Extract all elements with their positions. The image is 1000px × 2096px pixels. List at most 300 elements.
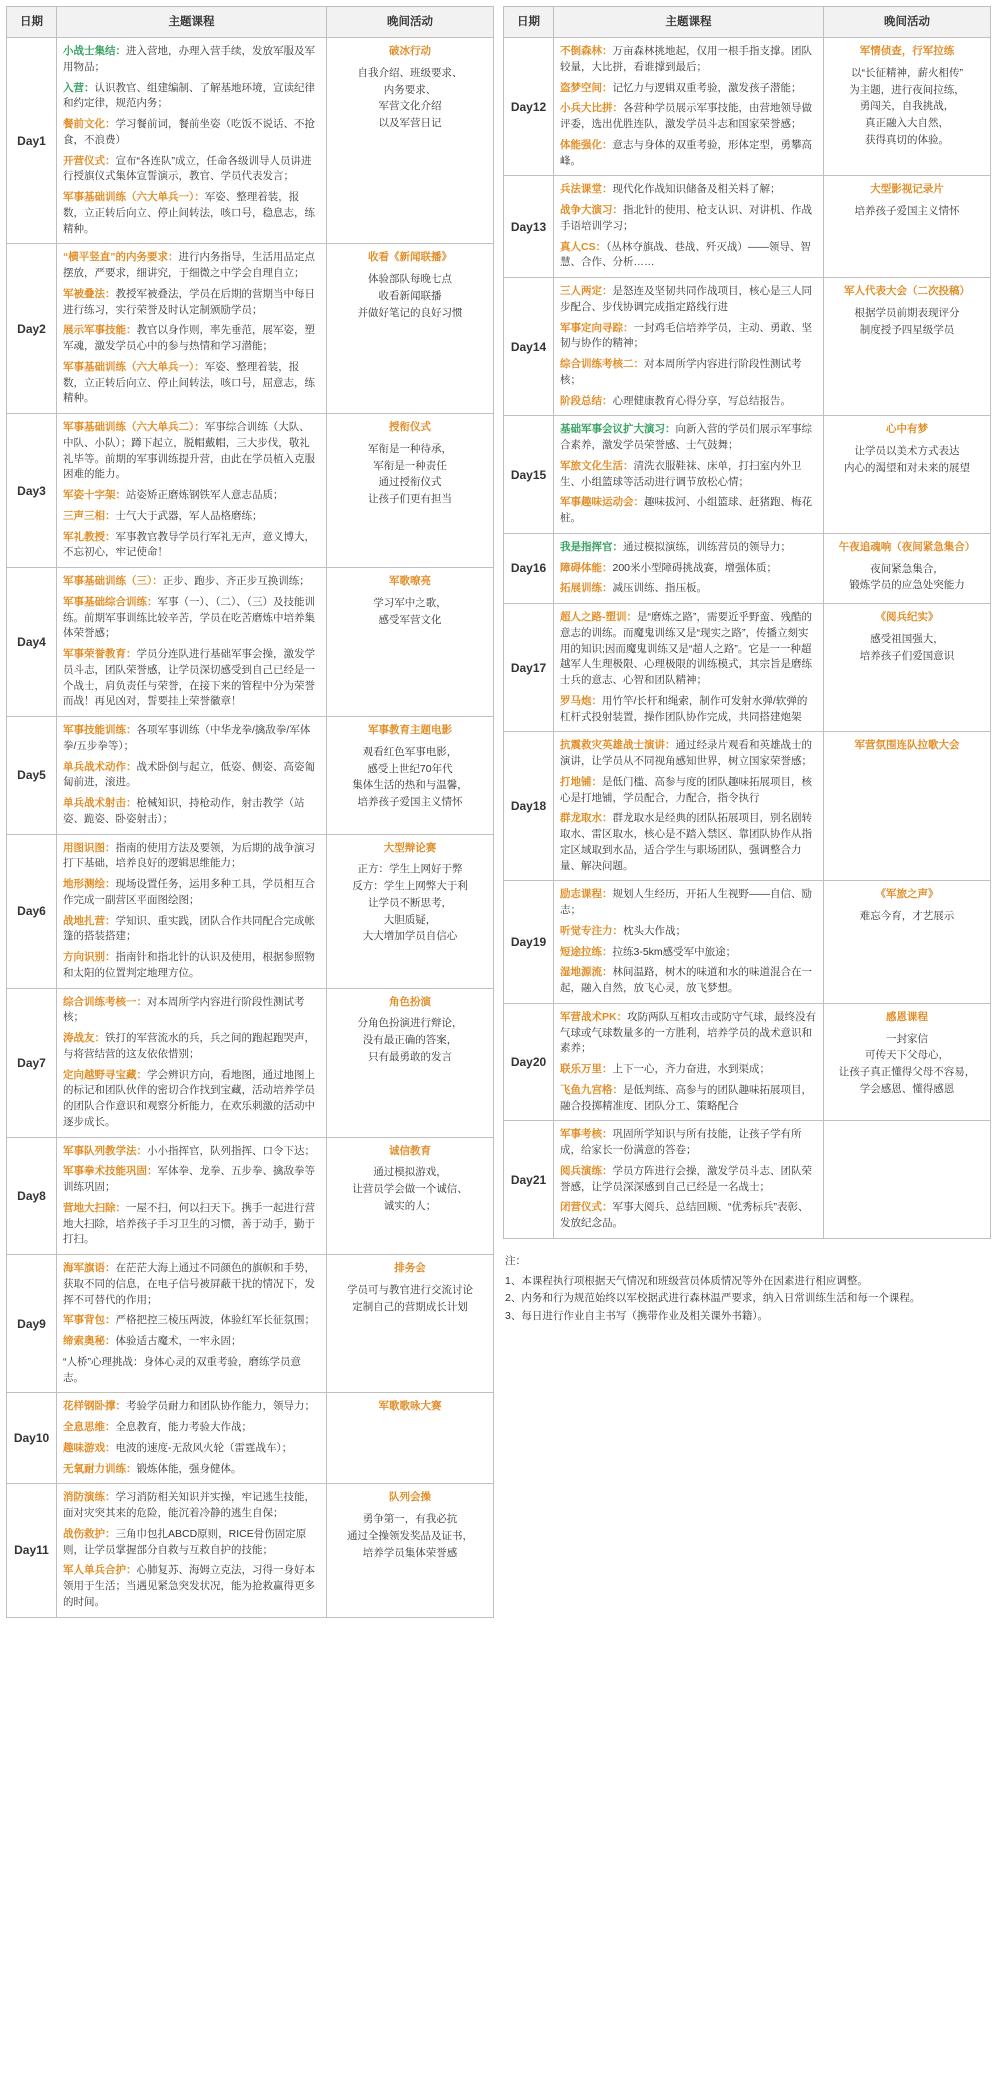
- course-item: [560, 887, 817, 919]
- night-activity-cell: [327, 1393, 494, 1484]
- table-header-row: [7, 7, 494, 38]
- course-item-title: 军事基础训练（三）：: [63, 575, 163, 587]
- course-item-body: 上下一心，齐力奋进，水到渠成；: [612, 1063, 770, 1075]
- course-item: [560, 284, 817, 316]
- night-activity-cell: [327, 244, 494, 414]
- night-activity-title: 心中有梦: [886, 423, 928, 436]
- course-item-body: 体验适古魔术，一牢永固；: [115, 1335, 242, 1347]
- night-activity-line: 根据学员前期表现评分: [854, 306, 960, 319]
- course-item-body: 军姿、整理着装，报数，立正转后向立、停止间转法，咳口号，屈意志，练精种。: [63, 360, 315, 405]
- course-item-title: 军营战术PK：: [560, 1010, 628, 1023]
- course-item-body: 心肺复苏、海姆立克法，习得一身好本领用于生活；当遇见紧急突发状况，能为抢救赢得更多的时间。: [63, 1564, 315, 1608]
- course-item-body: 是低判练、高参与的团队趣味拓展项目，融合投掷精准度、团队分工、策略配合: [560, 1083, 812, 1112]
- main-course-cell: [57, 414, 327, 568]
- night-activity-line: 观看红色军事电影，: [362, 745, 458, 758]
- course-item-title: 抗震救灾英雄战士演讲：: [560, 739, 676, 752]
- course-item-body: 指北针的使用、枪支认识、对讲机、作战手语培训学习；: [560, 204, 812, 232]
- course-item: [560, 561, 817, 577]
- course-item: [63, 1563, 320, 1610]
- course-item-body: 锻炼体能，强身健体。: [136, 1462, 242, 1475]
- night-activity-cell: [327, 834, 494, 988]
- day-cell: Day2: [7, 244, 57, 414]
- course-item: [63, 488, 320, 504]
- night-activity-title: 《阅兵纪实》: [875, 611, 939, 623]
- night-activity-line: 让学员以美术方式表达: [854, 445, 960, 457]
- main-course-cell: [57, 717, 327, 835]
- night-activity-line: 勇争第一，有我必抗: [362, 1513, 458, 1525]
- course-item-title: 涛战友：: [63, 1032, 105, 1044]
- night-activity-line: 军衔是一种责任: [373, 459, 447, 472]
- course-item: [63, 1201, 320, 1248]
- table-row: [7, 834, 494, 988]
- course-item-body: 现代化作战知识储备及相关料了解；: [612, 183, 781, 196]
- course-item-body: 林间温路，树木的味道和水的味道混合在一起，融入自然，放飞心灵，放飞梦想。: [560, 966, 812, 994]
- right-table-body: [504, 38, 991, 1239]
- course-item-title: 阶段总结：: [560, 394, 613, 407]
- night-activity-title: 角色扮演: [389, 995, 431, 1008]
- night-activity-line: 大大增加学员自信心: [362, 930, 458, 943]
- night-activity-title: 军歌歌咏大赛: [378, 1400, 442, 1413]
- main-course-cell: [57, 1393, 327, 1484]
- footnote-line: 2、内务和行为规范始终以军校据武进行森林温严要求，纳入日常训练生活和每一个课程。: [505, 1292, 921, 1305]
- course-item-body: 军事教官教导学员行军礼无声，意义博大，不忘初心，牢记使命！: [63, 530, 315, 559]
- day-cell: Day8: [7, 1137, 57, 1255]
- course-item: [560, 182, 817, 198]
- course-item: [63, 723, 320, 755]
- course-item-title: 全息思维：: [63, 1421, 116, 1433]
- course-item-title: 军事考核：: [560, 1128, 613, 1141]
- course-item-body: 学员方阵进行会操，激发学员斗志、团队荣誉感，让学员深深感到自己已经是一名战士；: [560, 1164, 812, 1193]
- table-row: [7, 244, 494, 414]
- course-item-body: 是低门槛、高参与度的团队趣味拓展项目，核心是打地铺，学员配合，力配合，指令执行: [560, 775, 812, 804]
- course-item-body: 向新入营的学员们展示军事综合素养，激发学员荣誉感、士气鼓舞；: [560, 423, 812, 451]
- course-item-body: 指南的使用方法及要领，为后期的战争演习打下基础，培养良好的逻辑思维能力；: [63, 841, 315, 870]
- main-course-cell: [554, 881, 824, 1004]
- course-item-title: 军事拳术技能巩固：: [63, 1165, 158, 1178]
- course-item: [63, 1441, 320, 1457]
- course-item: [560, 357, 817, 389]
- course-item: [63, 190, 320, 237]
- main-course-cell: [57, 1484, 327, 1617]
- night-activity-line: 学员可与教官进行交流讨论: [347, 1283, 473, 1296]
- main-course-cell: [554, 416, 824, 534]
- night-activity-cell: [824, 604, 991, 732]
- course-item: [560, 738, 817, 770]
- course-item: [560, 694, 817, 726]
- course-item: [63, 81, 320, 113]
- night-activity-line: 分角色扮演进行辩论，: [357, 1017, 463, 1030]
- course-item-title: 湿地源流：: [560, 966, 613, 979]
- night-activity-line: 可传天下父母心，: [865, 1049, 949, 1062]
- course-item-body: 巩固所学知识与所有技能，让孩子学有所成，给家长一份满意的答卷；: [560, 1128, 802, 1156]
- course-item: [560, 81, 817, 97]
- course-item: [63, 1068, 320, 1131]
- course-item: [560, 44, 817, 76]
- course-item: [63, 1355, 320, 1387]
- night-activity-cell: [824, 278, 991, 416]
- main-course-cell: [57, 38, 327, 244]
- table-row: [7, 414, 494, 568]
- course-item: [63, 574, 320, 590]
- course-item: [63, 1399, 320, 1415]
- course-item-title: 营地大扫除：: [63, 1201, 126, 1214]
- night-activity-title: 大型影视记录片: [870, 183, 944, 196]
- night-activity-cell: [327, 414, 494, 568]
- course-item: [63, 250, 320, 282]
- course-item-body: 对本周所学内容进行阶段性测试考核；: [63, 995, 305, 1024]
- night-activity-line: 正方：学生上网好于弊: [357, 863, 463, 876]
- footnotes-title: 注：: [505, 1254, 526, 1267]
- night-activity-cell: [824, 881, 991, 1004]
- night-activity-cell: [824, 38, 991, 176]
- day-cell: Day11: [7, 1484, 57, 1617]
- course-item: [63, 1527, 320, 1559]
- course-item-body: 军事综合训练（大队、中队、小队）；蹲下起立，脱帽戴帽，三大步伐，敬礼礼毕等。前期的军事训练提升营，由此在学员植入克服困难的能力。: [63, 421, 315, 481]
- course-item-body: 电波的速度-无敌风火轮（雷霆战车）；: [115, 1441, 293, 1454]
- course-item-body: 小小指挥官，队列指挥、口令下达；: [147, 1144, 315, 1157]
- night-activity-title: 军人代表大会（二次投稿）: [844, 285, 970, 297]
- night-activity-title: 军营氛围连队拉歌大会: [854, 739, 960, 752]
- night-activity-cell: [824, 176, 991, 278]
- night-activity-title: 《军旅之声》: [875, 888, 939, 901]
- night-activity-line: 获得真切的体验。: [865, 133, 949, 146]
- night-activity-line: 只有最勇敢的发言: [368, 1050, 452, 1063]
- course-item-body: 铁打的军营流水的兵，兵之间的跑起跑哭声，与将营结营的这友依依惜别；: [63, 1032, 315, 1060]
- course-item-body: 在茫茫大海上通过不同颜色的旗帜和手势，获取不同的信息，在电子信号被屏蔽干扰的情况下，发挥不可替代的作用；: [63, 1262, 315, 1306]
- course-item-body: 意志与身体的双重考验，形体定型，勇攀高峰。: [560, 138, 812, 167]
- main-course-cell: [554, 38, 824, 176]
- course-item-title: 军旅文化生活：: [560, 459, 634, 472]
- night-activity-line: 夜间紧急集合，: [870, 562, 944, 575]
- course-item: [63, 950, 320, 982]
- main-course-cell: [554, 732, 824, 881]
- course-item-title: 用图识图：: [63, 841, 116, 854]
- course-item-body: 攻防两队互相攻击或防守气球，最终没有气球或气球数量多的一方胜利，培养学员的战术意识和素养；: [560, 1010, 817, 1055]
- left-schedule-table: [6, 6, 494, 1618]
- course-item-title: 消防演练：: [63, 1491, 116, 1504]
- right-schedule-table: [503, 6, 991, 1239]
- day-cell: Day12: [504, 38, 554, 176]
- night-activity-title: 诚信教育: [389, 1144, 431, 1157]
- night-activity-title: 队列会操: [389, 1491, 431, 1504]
- course-item-body: “人桥”心理挑战：身体心灵的双重考验，磨练学员意志。: [63, 1355, 301, 1384]
- course-item-body: 减压训练、指压板。: [612, 582, 707, 595]
- main-course-cell: [554, 533, 824, 603]
- course-item-title: 军事队列教学法：: [63, 1144, 147, 1157]
- course-item-title: 军事定向寻踪：: [560, 321, 634, 334]
- course-item-title: 单兵战术动作：: [63, 760, 137, 773]
- main-course-cell: [57, 568, 327, 717]
- course-item: [63, 914, 320, 946]
- day-cell: Day19: [504, 881, 554, 1004]
- night-activity-line: 诚实的人；: [383, 1199, 437, 1212]
- day-cell: Day10: [7, 1393, 57, 1484]
- night-activity-cell: [327, 717, 494, 835]
- main-course-cell: [554, 278, 824, 416]
- course-item-body: 一屋不扫，何以扫天下。携手一起进行营地大扫除，培养孩子手习卫生的习惯，善于动手，勤于打扫。: [63, 1201, 315, 1246]
- night-activity-line: 没有最正确的答案，: [362, 1034, 458, 1047]
- course-item: [560, 1164, 817, 1196]
- night-activity-line: 锻炼学员的应急处突能力: [849, 579, 965, 592]
- table-row: [504, 176, 991, 278]
- course-item-title: 小兵大比拼：: [560, 102, 623, 115]
- main-course-cell: [57, 834, 327, 988]
- course-item-title: 打地铺：: [560, 775, 602, 788]
- night-activity-line: 让学员不断思考，: [368, 896, 452, 909]
- course-item-title: 地形测绘：: [63, 878, 116, 890]
- table-row: [7, 988, 494, 1137]
- table-header-row: [504, 7, 991, 38]
- day-cell: Day6: [7, 834, 57, 988]
- course-item: [560, 1010, 817, 1057]
- right-column: [503, 6, 990, 1326]
- course-item-body: 趣味拔河、小组篮球、赶猪跑、梅花桩。: [560, 496, 812, 524]
- course-item-body: 用竹竿/长杆和绳索，制作可发射水弹/软弹的杠杆式投射装置，操作团队协作完成，共同搭建炮架: [560, 694, 808, 723]
- course-item-body: 心理健康教育心得分享，写总结报告。: [612, 394, 791, 407]
- course-item: [560, 1062, 817, 1078]
- course-item: [560, 495, 817, 527]
- header-day: 日期: [7, 7, 57, 38]
- course-item-body: 群龙取水是经典的团队拓展项目，别名剧转取水、雷区取水，核心是不踏入禁区、靠团队协作从指定区域取到水品，适合学生与职场团队，强调整合力量、解决问题。: [560, 812, 812, 872]
- day-cell: Day4: [7, 568, 57, 717]
- course-item-title: 花样钢卧撑：: [63, 1400, 126, 1413]
- course-item-title: 军姿十字架：: [63, 489, 126, 501]
- course-item-title: 军事技能训练：: [63, 724, 137, 736]
- course-item: [63, 323, 320, 355]
- course-item: [560, 101, 817, 133]
- course-item-body: 记忆力与逻辑双重考验，激发孩子潜能；: [612, 81, 802, 94]
- two-column-layout: [6, 6, 994, 1618]
- course-item-body: 考验学员耐力和团队协作能力，领导力；: [126, 1400, 315, 1413]
- course-item-title: 不倒森林：: [560, 45, 613, 57]
- night-activity-title: 军情侦查，行军拉练: [859, 45, 955, 57]
- course-item-title: 三声三相：: [63, 509, 116, 522]
- course-item-title: “横平竖直”的内务要求：: [63, 251, 179, 264]
- header-night-activity: 晚间活动: [327, 7, 494, 38]
- day-cell: Day18: [504, 732, 554, 881]
- night-activity-line: 感受祖国强大，: [870, 632, 944, 645]
- night-activity-line: 大胆质疑，: [383, 913, 437, 926]
- course-item: [560, 459, 817, 491]
- course-item-title: 小战士集结：: [63, 45, 126, 57]
- night-activity-line: 自我介绍、班级要求、: [357, 66, 463, 79]
- night-activity-line: 体验部队每晚七点: [368, 273, 452, 285]
- course-item-body: 学知识、重实践，团队合作共同配合完成帐篷的搭装搭建；: [63, 914, 315, 943]
- course-item: [63, 154, 320, 186]
- course-item-body: 是怒连及坚韧共同作战项目，核心是三人同步配合、步伐协调完成指定路线行进: [560, 285, 812, 313]
- course-item: [560, 811, 817, 874]
- footnotes-lines: [505, 1273, 992, 1327]
- night-activity-cell: [824, 533, 991, 603]
- course-item: [560, 240, 817, 272]
- night-activity-line: 学习军中之歌，: [373, 596, 447, 609]
- night-activity-line: 难忘今育，才艺展示: [859, 910, 955, 922]
- course-item: [63, 760, 320, 792]
- night-activity-line: 定制自己的营期成长计划: [352, 1300, 468, 1313]
- course-item-title: 兵法课堂：: [560, 183, 613, 196]
- course-item-title: 盗梦空间：: [560, 81, 613, 94]
- course-item-title: 趣味游戏：: [63, 1441, 116, 1454]
- course-item-title: 短途拉练：: [560, 945, 613, 958]
- course-item-body: 通过模拟演练，训练营员的领导力；: [623, 540, 791, 553]
- course-item: [63, 647, 320, 710]
- course-item-title: 联乐万里：: [560, 1063, 613, 1075]
- night-activity-line: 内务要求、: [383, 83, 437, 96]
- course-item-title: 闭营仪式：: [560, 1201, 613, 1214]
- course-item: [63, 1144, 320, 1160]
- night-activity-cell: [327, 38, 494, 244]
- course-item-title: 单兵战术射击：: [63, 797, 137, 809]
- course-item-title: 军事基础综合训练：: [63, 595, 158, 608]
- night-activity-line: 培养孩子爱国主义情怀: [854, 205, 960, 217]
- course-item: [63, 877, 320, 909]
- day-cell: Day21: [504, 1121, 554, 1239]
- course-item-title: 展示军事技能：: [63, 324, 137, 337]
- course-item-body: 规划人生经历，开拓人生视野——自信、励志；: [560, 888, 812, 916]
- day-cell: Day16: [504, 533, 554, 603]
- course-item-title: 军被叠法：: [63, 287, 116, 300]
- course-item: [560, 610, 817, 689]
- course-item: [63, 1164, 320, 1196]
- course-item: [560, 581, 817, 597]
- night-activity-cell: [824, 1121, 991, 1239]
- night-activity-cell: [824, 416, 991, 534]
- header-day: 日期: [504, 7, 554, 38]
- course-item: [63, 287, 320, 319]
- night-activity-line: 制度授予四星级学员: [859, 323, 955, 336]
- main-course-cell: [57, 244, 327, 414]
- course-item-body: 全息教育，能力考验大作战；: [115, 1421, 252, 1433]
- night-activity-title: 授衔仪式: [389, 421, 431, 433]
- footnote-line: 3、每日进行作业自主书写（携带作业及相关课外书籍）。: [505, 1310, 769, 1323]
- course-item: [63, 1261, 320, 1308]
- night-activity-line: 感受军营文化: [378, 613, 442, 626]
- course-item: [63, 595, 320, 642]
- course-item: [63, 44, 320, 76]
- course-item-title: 餐前文化：: [63, 118, 116, 130]
- night-activity-line: 让孩子们更有担当: [368, 493, 452, 506]
- course-item: [63, 420, 320, 483]
- footnote-line: 1、本课程执行项根据天气情况和班级营员体质情况等外在因素进行相应调整。: [505, 1274, 868, 1287]
- course-item-body: 现场设置任务，运用多种工具，学员相互合作完成一副营区平面图绘图；: [63, 878, 315, 906]
- night-activity-line: 通过全操领发奖品及证书，: [347, 1529, 473, 1542]
- course-item: [63, 117, 320, 149]
- course-item-body: 三角巾包扎ABCD原则，RICE骨伤固定原则，让学员掌握部分自救与互救自护的技能；: [63, 1527, 307, 1556]
- table-row: [504, 1121, 991, 1239]
- course-item: [63, 1031, 320, 1063]
- table-row: [7, 1484, 494, 1617]
- day-cell: Day7: [7, 988, 57, 1137]
- course-item-title: 基础军事会议扩大演习：: [560, 423, 676, 436]
- course-item-body: 枕头大作战；: [623, 924, 686, 937]
- table-row: [7, 717, 494, 835]
- course-item-title: 飞鱼九宫格：: [560, 1083, 623, 1096]
- table-row: [7, 1393, 494, 1484]
- course-item-title: 方向识别：: [63, 951, 116, 963]
- course-item: [560, 945, 817, 961]
- main-course-cell: [554, 1121, 824, 1239]
- night-activity-title: 军事教育主题电影: [368, 724, 452, 736]
- course-item-body: 进行内务指导，生活用品定点摆放，严要求，细讲究，于细微之中学会自理自立；: [63, 251, 315, 279]
- table-row: [504, 416, 991, 534]
- table-row: [504, 278, 991, 416]
- course-item: [63, 796, 320, 828]
- night-activity-title: 感恩课程: [886, 1010, 928, 1023]
- night-activity-line: 让营员学会做一个诚信、: [352, 1183, 468, 1196]
- course-item-title: 军礼教授：: [63, 530, 116, 543]
- course-item-body: 万亩森林挑地起，仅用一根手指支撑。团队较量，大比拼，看谁撑到最后；: [560, 45, 812, 73]
- course-item-title: 综合训练考核二：: [560, 358, 644, 370]
- course-item: [560, 203, 817, 235]
- course-item-title: 军事背包：: [63, 1314, 116, 1327]
- table-row: [7, 38, 494, 244]
- course-item: [560, 1083, 817, 1115]
- table-row: [504, 533, 991, 603]
- day-cell: Day5: [7, 717, 57, 835]
- course-item-title: 军事趣味运动会：: [560, 496, 644, 509]
- course-item: [63, 530, 320, 562]
- course-item-body: 指南针和指北针的认识及使用，根据参照物和太阳的位置判定地理方位。: [63, 951, 315, 979]
- course-item-title: 军事基础训练（六大单兵一）：: [63, 191, 205, 203]
- night-activity-cell: [327, 1484, 494, 1617]
- night-activity-line: 一封家信: [886, 1032, 928, 1045]
- course-item-body: 通过经录片观看和英雄战士的演讲，让学员从不同视角感知世界，树立国家荣誉感；: [560, 739, 812, 767]
- course-item: [63, 1334, 320, 1350]
- night-activity-title: 午夜追魂响（夜间紧急集合）: [838, 540, 976, 553]
- course-item-body: 军姿、整理着装，报数，立正转后向立、停止间转法，咳口号，稳息志，练精种。: [63, 191, 315, 235]
- night-activity-line: 为主题，进行夜间拉练，: [849, 83, 965, 96]
- table-row: [504, 604, 991, 732]
- day-cell: Day3: [7, 414, 57, 568]
- course-item-title: 入营：: [63, 81, 95, 94]
- main-course-cell: [57, 988, 327, 1137]
- night-activity-cell: [327, 568, 494, 717]
- night-activity-cell: [327, 1137, 494, 1255]
- day-cell: Day17: [504, 604, 554, 732]
- course-item-title: 障碍体能：: [560, 561, 613, 574]
- table-row: [504, 732, 991, 881]
- course-item-title: 真人CS：: [560, 240, 607, 253]
- day-cell: Day9: [7, 1255, 57, 1393]
- course-item-title: 军事荣誉教育：: [63, 648, 137, 660]
- night-activity-title: 军歌嘹亮: [389, 575, 431, 587]
- course-item-title: 开营仪式：: [63, 154, 116, 167]
- left-table-body: [7, 38, 494, 1618]
- course-item-title: 战伤救护：: [63, 1527, 116, 1540]
- course-item: [560, 138, 817, 170]
- header-main-course: 主题课程: [554, 7, 824, 38]
- main-course-cell: [57, 1137, 327, 1255]
- course-item-body: 200米小型障碍挑战赛，增强体质；: [612, 561, 778, 574]
- night-activity-line: 军营文化介绍: [378, 100, 442, 113]
- course-item-body: 教授军被叠法，学员在后期的营期当中每日进行练习，实行荣誉及时认定制颁励学员；: [63, 287, 315, 316]
- course-item-body: 学习餐前词，餐前坐姿（吃饭不说话、不抢食，不浪费）: [63, 118, 315, 146]
- table-row: [7, 1137, 494, 1255]
- course-item-body: 战术卧倒与起立，低姿、侧姿、高姿匍匐前进，滚进。: [63, 760, 315, 789]
- header-main-course: 主题课程: [57, 7, 327, 38]
- footnotes: [503, 1253, 992, 1326]
- table-row: [504, 38, 991, 176]
- night-activity-title: 排务会: [394, 1262, 426, 1274]
- course-item: [63, 1420, 320, 1436]
- day-cell: Day20: [504, 1003, 554, 1121]
- table-row: [504, 881, 991, 1004]
- night-activity-line: 培养孩子们爱国意识: [859, 649, 955, 662]
- course-item-title: 定向越野寻宝藏：: [63, 1068, 147, 1081]
- night-activity-line: 以“长征精神，薪火相传”: [851, 66, 963, 79]
- course-item: [63, 841, 320, 873]
- night-activity-line: 收看新闻联播: [378, 289, 442, 302]
